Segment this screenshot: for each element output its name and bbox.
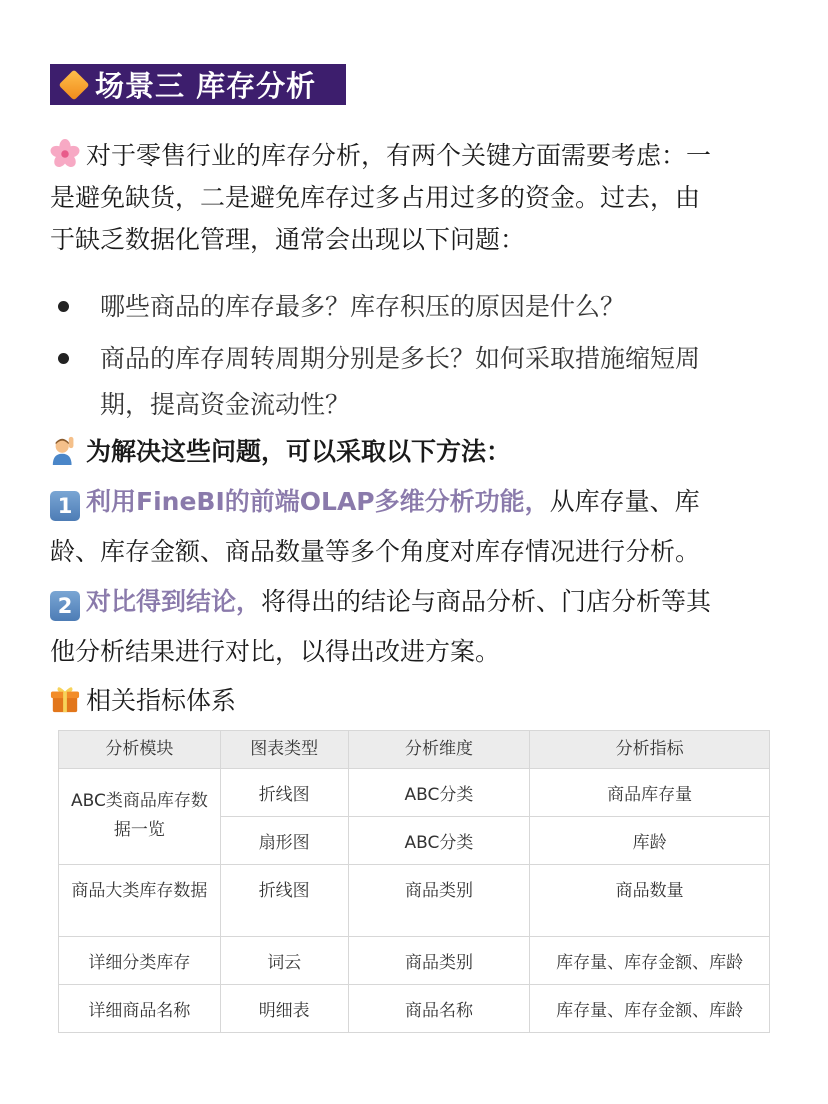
bullet-dot: [58, 301, 69, 312]
section-title: [50, 64, 346, 105]
metrics-heading: [50, 680, 780, 722]
table-header-cell: 分析维度: [348, 731, 530, 769]
solution-heading: [50, 431, 780, 473]
intro-paragraph: [50, 135, 780, 261]
table-header-row: [59, 731, 770, 769]
table-cell: 商品类别: [348, 865, 530, 937]
orange-diamond-icon: [58, 69, 89, 100]
solution-heading-text: 为解决这些问题，可以采取以下方法：: [86, 437, 512, 466]
bullet-1-line-1: 哪些商品的库存最多？库存积压的原因是什么？: [100, 292, 626, 321]
table-cell: 库存量、库存金额、库龄: [530, 937, 770, 985]
cherry-blossom-icon: [50, 139, 80, 169]
method-1-rest: 从库存量、库: [549, 487, 700, 516]
table-cell: 库龄: [530, 817, 770, 865]
table-row: [59, 865, 770, 937]
method-2-line-2: 他分析结果进行对比，以得出改进方案。: [50, 637, 501, 666]
intro-line-3: 于缺乏数据化管理，通常会出现以下问题：: [50, 225, 526, 254]
intro-line-1-text: 对于零售行业的库存分析，有两个关键方面需要考虑：一: [86, 141, 712, 170]
table-cell: ABC分类: [348, 769, 530, 817]
table-cell: ABC分类: [348, 817, 530, 865]
table-header-cell: 图表类型: [220, 731, 348, 769]
table-row: [59, 769, 770, 817]
method-2-rest: 将得出的结论与商品分析、门店分析等其: [261, 587, 712, 616]
metrics-table: [58, 730, 770, 1033]
table-header-cell: 分析模块: [59, 731, 221, 769]
table-cell: 库存量、库存金额、库龄: [530, 985, 770, 1033]
method-1: [50, 481, 780, 573]
table-cell: 详细商品名称: [59, 985, 221, 1033]
bullet-2-line-1: 商品的库存周转周期分别是多长？如何采取措施缩短周: [100, 344, 701, 373]
person-raising-hand-icon: [50, 435, 80, 465]
metrics-heading-text: 相关指标体系: [86, 686, 237, 715]
table-cell: ABC类商品库存数据一览: [59, 769, 221, 865]
section-title-text: 场景三 库存分析: [95, 69, 317, 103]
intro-line-2: 是避免缺货，二是避免库存过多占用过多的资金。过去，由: [50, 183, 701, 212]
table-row: [59, 937, 770, 985]
table-cell: 详细分类库存: [59, 937, 221, 985]
table-row: [59, 985, 770, 1033]
table-cell: 商品数量: [530, 865, 770, 937]
table-cell: 商品类别: [348, 937, 530, 985]
table-cell: 明细表: [220, 985, 348, 1033]
table-cell: 折线图: [220, 865, 348, 937]
method-1-highlight: 利用FineBI的前端OLAP多维分析功能，: [86, 487, 550, 516]
table-cell: 词云: [220, 937, 348, 985]
table-cell: 商品名称: [348, 985, 530, 1033]
method-1-line-2: 龄、库存金额、商品数量等多个角度对库存情况进行分析。: [50, 537, 701, 566]
method-2-highlight: 对比得到结论，: [86, 587, 262, 616]
keycap-2-icon: 2: [50, 591, 80, 621]
keycap-1-icon: 1: [50, 491, 80, 521]
intro-line-1: [50, 135, 780, 177]
method-2: [50, 581, 780, 673]
bullet-2-line-2: 期，提高资金流动性？: [100, 390, 351, 419]
table-cell: 折线图: [220, 769, 348, 817]
table-cell: 商品大类库存数据: [59, 865, 221, 937]
table-cell: 扇形图: [220, 817, 348, 865]
bullet-dot: [58, 353, 69, 364]
gift-icon: [50, 684, 80, 714]
table-cell: 商品库存量: [530, 769, 770, 817]
table-header-cell: 分析指标: [530, 731, 770, 769]
